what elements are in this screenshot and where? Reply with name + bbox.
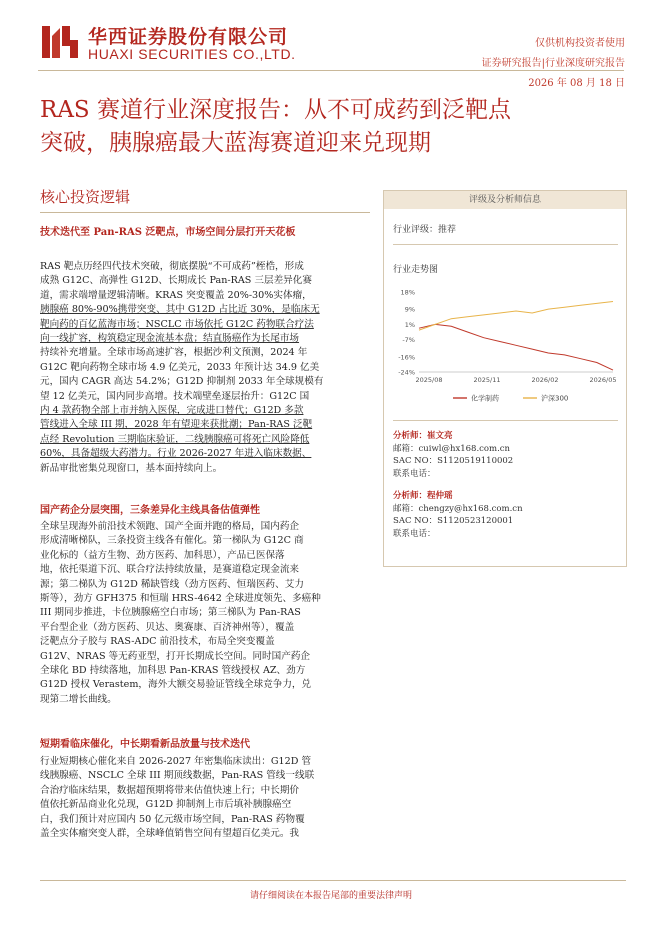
x-tick-label: 2026/02 [531, 376, 559, 384]
y-tick-label: 1% [404, 320, 415, 329]
header-divider [38, 70, 624, 71]
industry-rating [393, 222, 456, 235]
huaxi-logo-icon [38, 22, 82, 62]
phone-label: 联系电话： [393, 528, 436, 539]
body-line: 60%，具备超级大药潜力。行业 2026-2027 年进入临床数据、 [40, 448, 312, 460]
report-date: 2026 年 08 月 18 日 [528, 78, 625, 89]
footer-disclaimer: 请仔细阅读在本报告尾部的重要法律声明 [249, 891, 412, 901]
body-line: 泛靶点分子胶与 RAS-ADC 前沿技术，布局全突变覆盖 [40, 636, 275, 648]
body-line: 管线进入全球 III 期，2028 年有望迎来获批潮；Pan-RAS 泛靶 [40, 419, 313, 431]
company-name-en: HUAXI SECURITIES CO.,LTD. [88, 46, 296, 62]
series-line-0 [419, 324, 613, 370]
section-1-body [40, 260, 372, 476]
body-line: 形成清晰梯队，三条投资主线各有催化。第一梯队为 G12C 商 [40, 535, 304, 547]
body-line: 白，我们预计对应国内 50 亿元级市场空间，Pan-RAS 药物覆 [40, 813, 305, 825]
section-title: 核心投资逻辑 [40, 188, 131, 206]
body-line: 成熟 G12C、高弹性 G12D、长期成长 Pan-RAS 三层差异化赛 [40, 275, 312, 287]
x-tick-label: 2025/08 [415, 376, 443, 384]
y-tick-label: -7% [402, 336, 415, 345]
rating-value: 推荐 [438, 225, 457, 235]
email-label: 邮箱： [393, 443, 419, 454]
audience-note: 仅供机构投资者使用 [535, 38, 625, 49]
x-tick-label: 2025/11 [473, 376, 501, 384]
body-line: G12C 靶向药物全球市场 4.9 亿美元，2033 年预计达 34.9 亿美 [40, 361, 320, 373]
body-line: G12V、NRAS 等无药亚型，打开长期成长空间。同时国产药企 [40, 650, 311, 662]
body-line: 斯等），劲方 GFH375 和恒瑞 HRS-4642 全球进度领先、多癌种 [40, 593, 321, 605]
body-line: RAS 靶点历经四代技术突破，彻底摆脱“不可成药”桎梏，形成 [40, 261, 304, 272]
legend-label: 沪深300 [541, 394, 569, 403]
section-2-body [40, 520, 372, 707]
analyst-role-label: 分析师： [393, 491, 428, 501]
analyst-email[interactable]: cuiwl@hx168.com.cn [418, 443, 511, 454]
body-line: 元，国内 CAGR 高达 54.2%；G12D 抑制剂 2033 年全球规模有 [40, 376, 324, 388]
body-line: 向一线扩容，构筑稳定现金流基本盘；结直肠癌作为长尾市场 [40, 333, 300, 345]
body-line: 线胰腺癌、NSCLC 全球 III 期顶线数据，Pan-RAS 管线一线联 [40, 770, 315, 782]
x-tick-label: 2026/05 [589, 376, 617, 384]
analyst-sac: S1120523120001 [437, 516, 514, 526]
sac-label: SAC NO： [393, 516, 438, 526]
analyst-2 [393, 490, 523, 540]
body-line: 盖全实体瘤突变人群，全球峰值销售空间有望超百亿美元。我 [40, 828, 300, 840]
panel-divider [393, 244, 618, 245]
body-line: 望 12 亿美元，国内同步高增。技术端壁垒逐层抬升：G12C 国 [40, 390, 310, 402]
report-title-line2: 突破，胰腺癌最大蓝海赛道迎来兑现期 [40, 130, 431, 156]
panel-divider [393, 420, 618, 421]
body-line: 点经 Revolution 三期临床验证，二线胰腺癌可将死亡风险降低 [40, 433, 310, 445]
section-divider [40, 212, 370, 213]
report-title-line1: RAS 赛道行业深度报告：从不可成药到泛靶点 [40, 97, 511, 123]
body-line: 合治疗临床结果，数据超预期将带来估值快速上行；中长期价 [40, 784, 300, 796]
industry-trend-chart [393, 284, 619, 408]
body-line: 现第二增长曲线。 [40, 693, 117, 705]
y-tick-label: 18% [400, 288, 415, 297]
body-line: 行业短期核心催化来自 2026-2027 年密集临床读出：G12D 管 [40, 756, 312, 767]
analyst-1 [393, 430, 513, 480]
body-line: 新品审批密集兑现窗口，基本面持续向上。 [40, 462, 223, 474]
company-name-cn: 华西证券股份有限公司 [88, 26, 289, 48]
section-1-heading: 技术迭代至 Pan-RAS 泛靶点，市场空间分层打开天花板 [40, 227, 296, 238]
body-line: 胰腺癌 80%-90%携带突变、其中 G12D 占比近 30%，是临床无 [40, 304, 320, 316]
section-3-heading: 短期看临床催化，中长期看新品放量与技术迭代 [40, 739, 250, 750]
footer-divider [40, 880, 626, 881]
report-title [40, 94, 630, 160]
body-line: 全球化 BD 持续落地，加科思 Pan-KRAS 管线授权 AZ、劲方 [40, 665, 306, 677]
analyst-sac: S1120519110002 [437, 456, 514, 466]
rating-label: 行业评级： [393, 225, 439, 235]
body-line: 值依托新品商业化兑现，G12D 抑制剂上市后填补胰腺癌空 [40, 799, 292, 811]
panel-header: 评级及分析师信息 [384, 191, 626, 209]
body-line: 业化标的（益方生物、劲方医药、加科思），产品已医保落 [40, 549, 285, 561]
body-line: III 期同步推进，卡位胰腺癌空白市场；第三梯队为 Pan-RAS [40, 607, 301, 619]
trend-chart-label: 行业走势图 [393, 265, 439, 275]
body-line: 内 4 款药物全部上市并纳入医保，完成进口替代；G12D 多款 [40, 405, 304, 417]
email-label: 邮箱： [393, 503, 419, 514]
analyst-role-label: 分析师： [393, 431, 428, 441]
body-line: 源；第二梯队为 G12D 稀缺管线（劲方医药、恒瑞医药、艾力 [40, 578, 304, 590]
analyst-email[interactable]: chengzy@hx168.com.cn [418, 503, 523, 514]
section-2-heading: 国产药企分层突围，三条差异化主线具备估值弹性 [40, 505, 260, 516]
body-line: 靶向药的百亿蓝海市场；NSCLC 市场依托 G12C 药物联合疗法 [40, 318, 314, 330]
y-tick-label: 9% [404, 305, 415, 314]
legend-label: 化学制药 [471, 394, 499, 403]
analyst-name: 崔文亮 [427, 431, 453, 441]
y-tick-label: -24% [398, 368, 415, 377]
phone-label: 联系电话： [393, 468, 436, 479]
body-line: 持续补充增量。全球市场高速扩容，根据沙利文预测，2024 年 [40, 347, 308, 359]
sac-label: SAC NO： [393, 456, 438, 466]
body-line: 地，依托渠道下沉、联合疗法持续放量，是赛道稳定现金流来 [40, 564, 300, 576]
section-3-body [40, 755, 372, 841]
body-line: G12D 授权 Verastem，海外大额交易验证管线全球竞争力，兑 [40, 679, 312, 691]
report-type: 证券研究报告|行业深度研究报告 [481, 58, 625, 69]
y-tick-label: -16% [398, 353, 415, 362]
analyst-name: 程仲瑶 [427, 491, 453, 501]
body-line: 全球呈现海外前沿技术领跑、国产全面并跑的格局，国内药企 [40, 521, 300, 532]
body-line: 平台型企业（劲方医药、贝达、奥赛康、百济神州等），覆盖 [40, 621, 295, 633]
body-line: 道，需求端增量逻辑清晰。KRAS 突变覆盖 20%-30%实体瘤， [40, 289, 312, 301]
